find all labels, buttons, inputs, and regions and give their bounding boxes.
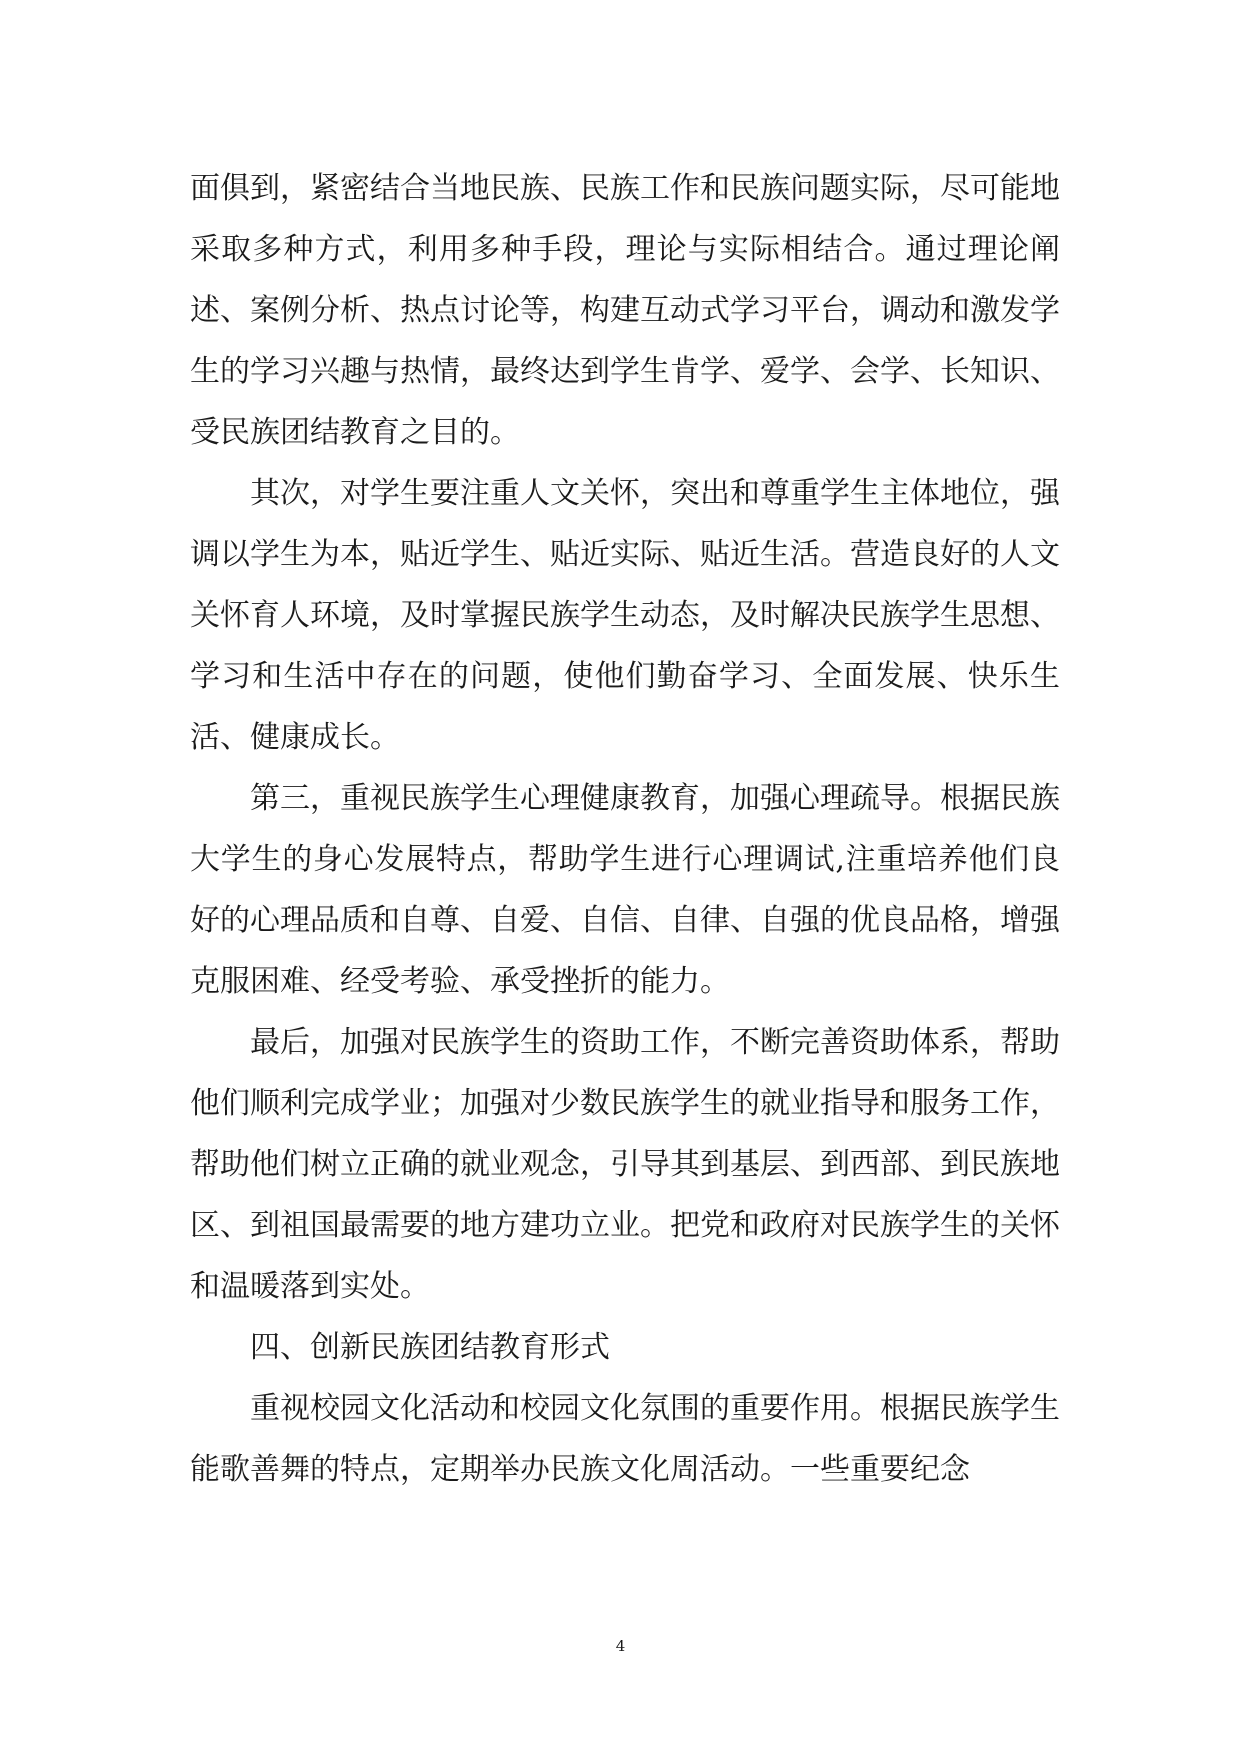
- page-number: 4: [615, 1637, 626, 1655]
- paragraph-secondly: 其次，对学生要注重人文关怀，突出和尊重学生主体地位，强调以学生为本，贴近学生、贴近实际、贴近生活。营造良好的人文关怀育人环境，及时掌握民族学生动态，及时解决民族学生思想、学习和生活中存在的问题，使他们勤奋学习、全面发展、快乐生活、健康成长。: [190, 476, 1060, 755]
- paragraph-campus-culture: 重视校园文化活动和校园文化氛围的重要作用。根据民族学生能歌善舞的特点，定期举办民族文化周活动。一些重要纪念: [190, 1391, 1060, 1487]
- paragraph-finally: 最后，加强对民族学生的资助工作，不断完善资助体系，帮助他们顺利完成学业；加强对少数民族学生的就业指导和服务工作，帮助他们树立正确的就业观念，引导其到基层、到西部、到民族地区、到祖国最需要的地方建功立业。把党和政府对民族学生的关怀和温暖落到实处。: [190, 1025, 1060, 1304]
- body-text: [190, 158, 1060, 1500]
- section-heading: 四、创新民族团结教育形式: [250, 1330, 610, 1365]
- paragraph-thirdly: 第三，重视民族学生心理健康教育，加强心理疏导。根据民族大学生的身心发展特点，帮助学生进行心理调试,注重培养他们良好的心理品质和自尊、自爱、自信、自律、自强的优良品格，增强克服困难、经受考验、承受挫折的能力。: [190, 781, 1060, 999]
- paragraph-continuation: 面俱到，紧密结合当地民族、民族工作和民族问题实际，尽可能地采取多种方式，利用多种手段，理论与实际相结合。通过理论阐述、案例分析、热点讨论等，构建互动式学习平台，调动和激发学生的学习兴趣与热情，最终达到学生肯学、爱学、会学、长知识、受民族团结教育之目的。: [190, 171, 1060, 450]
